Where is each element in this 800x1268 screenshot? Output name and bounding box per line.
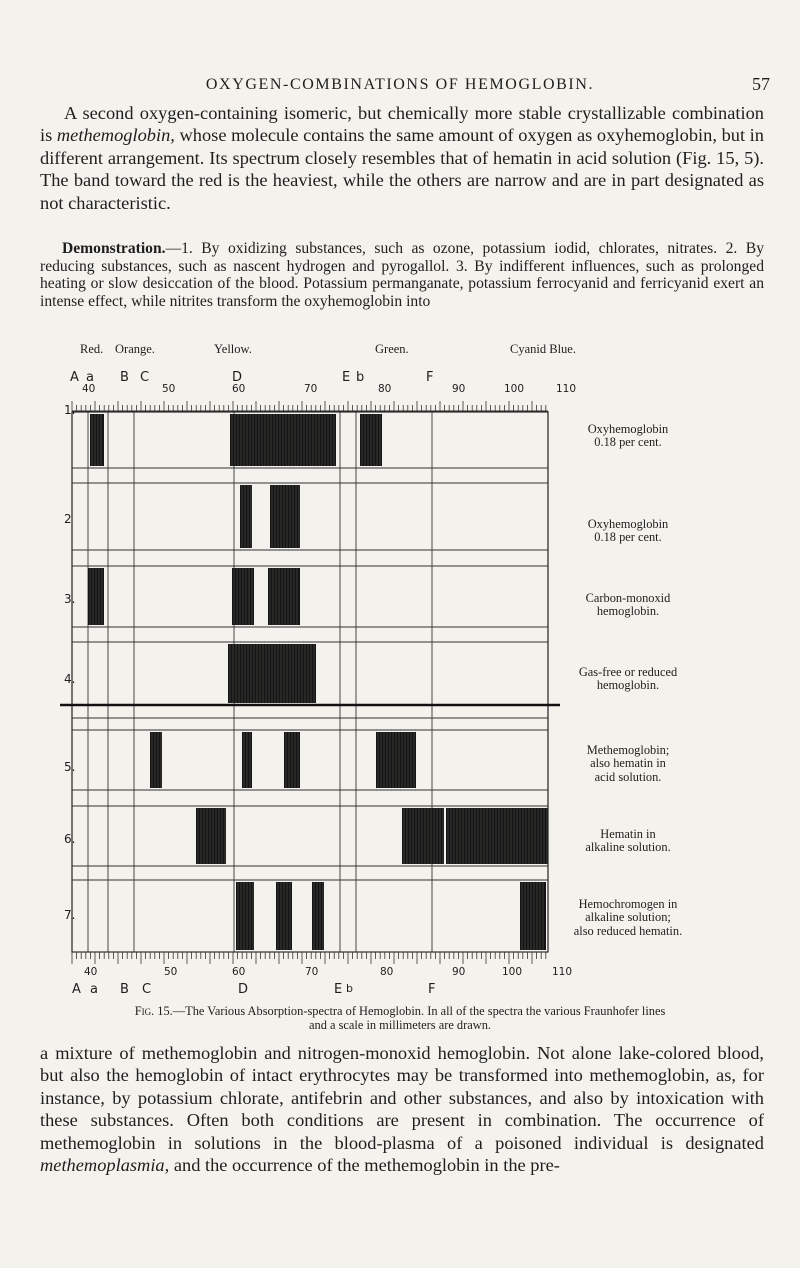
fraunhofer-top-B: B (120, 370, 129, 385)
scale-bottom-80: 80 (380, 966, 394, 978)
para2-term: methemoplasmia, (40, 1155, 170, 1176)
spectrum-label-oxyhemoglobin-2: Oxyhemoglobin 0.18 per cent. (587, 517, 669, 545)
spectrum-label-hemochromogen: Hemochromogen in alkaline solution; also reduced hematin. (573, 897, 683, 938)
fraunhofer-top-a: a (86, 370, 94, 385)
para1-term: methemoglobin, (56, 125, 175, 146)
spectrum-number-5: 5. (64, 760, 76, 774)
paragraph-methemoplasmia (40, 1042, 764, 1176)
fraunhofer-top-C: C (140, 370, 150, 385)
spectrum-number-1: 1. (64, 403, 76, 417)
spectrum-number-6: 6. (64, 832, 76, 846)
spectrum-number-4: 4. (64, 672, 76, 686)
figure-caption (0, 1004, 800, 1032)
fraunhofer-top-A: A (70, 370, 79, 385)
fraunhofer-bottom-D: D (238, 982, 249, 997)
para2-text-before: a mixture of methemoglobin and nitrogen-monoxid hemoglobin. Not alone lake-colored blood, but also the hemoglobin of intact erythrocytes may be transformed into methemoglobin, as, for instance, by potassium chlorate, antifebrin and other substances, and also by intoxication with these substances. Often both conditions are present in combination. The occurrence of methemoglobin in solutions in the blood-plasma of a poisoned individual is designated (40, 1043, 764, 1153)
fraunhofer-bottom-A: A (72, 982, 81, 997)
fraunhofer-top-E: E (342, 370, 351, 385)
spectrum-number-7: 7. (64, 908, 76, 922)
spectrum-label-reduced: Gas-free or reduced hemoglobin. (578, 665, 678, 693)
fraunhofer-bottom-b: b (346, 982, 353, 995)
absorption-band (520, 882, 546, 950)
color-label-green: Green. (375, 342, 409, 356)
fraunhofer-bottom-F: F (428, 982, 436, 997)
spectrum-number-3: 3. (64, 592, 76, 606)
scale-top-40: 40 (82, 383, 96, 395)
running-head: OXYGEN-COMBINATIONS OF HEMOGLOBIN. (205, 76, 595, 93)
scale-top-70: 70 (304, 383, 318, 395)
spectrum-number-2: 2 (64, 512, 72, 526)
para1-text-before: A second oxygen-containing isomeric, but chemically more stable crystallizable combination is (40, 103, 764, 146)
fraunhofer-top-F: F (426, 370, 434, 385)
scale-bottom-60: 60 (232, 966, 246, 978)
scale-top-110: 110 (556, 383, 577, 395)
color-label-orange: Orange. (115, 342, 155, 356)
fraunhofer-bottom-C: C (142, 982, 152, 997)
para1-text-after: whose molecule contains the same amount of oxygen as oxyhemoglobin, but in different arrangement. Its spectrum closely resembles that of hematin in acid solution (Fig. 15, 5). The band toward the red is the heaviest, while the others are narrow and are in part designated as not characteristic. (40, 125, 764, 213)
scale-top-80: 80 (378, 383, 392, 395)
caption-text-line2: and a scale in millimeters are drawn. (309, 1018, 491, 1032)
scale-top-50: 50 (162, 383, 176, 395)
spectrum-label-carbon-monoxid: Carbon-monoxid hemoglobin. (585, 591, 671, 619)
absorption-band (402, 808, 444, 864)
caption-label: Fig. 15. (134, 1004, 173, 1018)
color-label-red: Red. (80, 342, 104, 356)
scale-bottom-70: 70 (305, 966, 319, 978)
demonstration-text: —1. By oxidizing substances, such as ozone, potassium iodid, chlorates, nitrates. 2. By reducing substances, such as nascent hydrogen and pyrogallol. 3. By indifferent influences, such as prolonged heating or slow desiccation of the blood. Potassium permanganate, potassium ferrocyanid and ferricyanid exert an intense effect, while nitrites transform the oxyhemoglobin into (40, 240, 764, 310)
color-label-yellow: Yellow. (214, 342, 252, 356)
scale-bottom-50: 50 (164, 966, 178, 978)
fraunhofer-bottom-a: a (90, 982, 98, 997)
spectrum-label-methemoglobin: Methemoglobin; also hematin in acid solution. (586, 743, 670, 784)
caption-text: —The Various Absorption-spectra of Hemoglobin. In all of the spectra the various Fraunhofer lines (172, 1004, 666, 1018)
fraunhofer-bottom-B: B (120, 982, 129, 997)
fraunhofer-top-b: b (356, 370, 365, 385)
page-number: 57 (752, 74, 770, 94)
scale-bottom-40: 40 (84, 966, 98, 978)
absorption-band (196, 808, 226, 864)
absorption-band (236, 882, 254, 950)
scale-bottom-90: 90 (452, 966, 466, 978)
spectrum-label-oxyhemoglobin-1: Oxyhemoglobin 0.18 per cent. (587, 422, 669, 450)
scale-bottom-110: 110 (552, 966, 573, 978)
spectrum-label-hematin-alkaline: Hematin in alkaline solution. (585, 827, 671, 855)
scale-bottom-100: 100 (502, 966, 523, 978)
scale-top-90: 90 (452, 383, 466, 395)
absorption-band (446, 808, 548, 864)
demonstration-lead: Demonstration. (62, 240, 166, 257)
color-label-cyanid-blue: Cyanid Blue. (510, 342, 576, 356)
scale-top-60: 60 (232, 383, 246, 395)
absorption-band (270, 485, 300, 548)
scale-top-100: 100 (504, 383, 525, 395)
para2-text-after: and the occurrence of the methemoglobin in the pre- (169, 1155, 560, 1176)
fraunhofer-top-D: D (232, 370, 243, 385)
fraunhofer-bottom-E: E (334, 982, 343, 997)
